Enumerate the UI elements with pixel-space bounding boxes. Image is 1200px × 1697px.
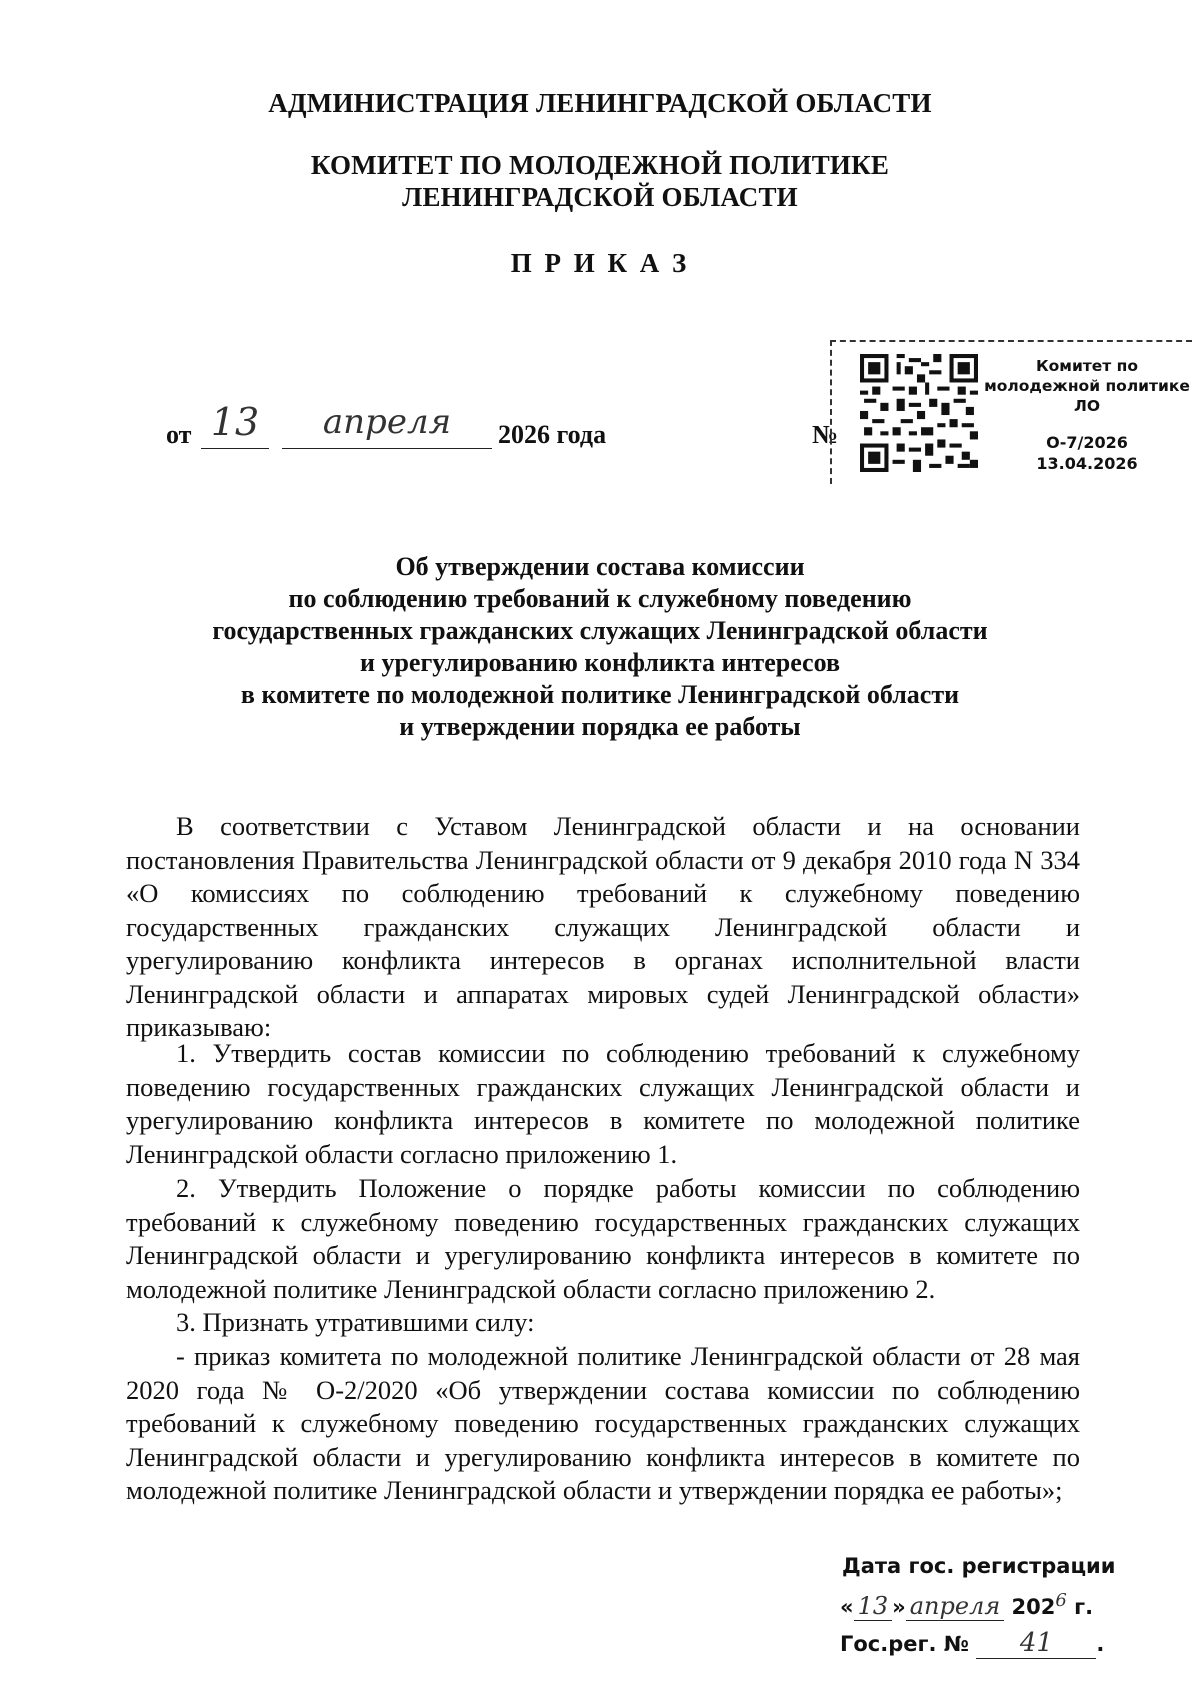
stamp-org-line2: молодежной политике	[984, 377, 1190, 395]
order-item-2: 2. Утвердить Положение о порядке работы комиссии по соблюдению требований к служебному поведению государственных гражданских служащих Ленинградской области и урегулированию конфликта интересов в комитете по молодежной политике Ленинградской области согласно приложению 2.	[126, 1173, 1080, 1304]
stamp-org-line3: ЛО	[1073, 397, 1101, 415]
reg-year-prefix: 202	[1011, 1595, 1056, 1619]
committee-name-line1: КОМИТЕТ ПО МОЛОДЕЖНОЙ ПОЛИТИКЕ	[310, 150, 890, 180]
order-item-1: 1. Утвердить состав комиссии по соблюдению требований к служебному поведению государственных гражданских служащих Ленинградской области и урегулированию конфликта интересов в комитете по молодежной политике Ленинградской области согласно приложению 1.	[126, 1038, 1080, 1169]
number-sign: №	[812, 420, 839, 449]
title-line: Об утверждении состава комиссии	[395, 552, 805, 581]
reg-year-suffix-handwritten: 6	[1055, 1590, 1067, 1611]
stamp-org-line1: Комитет по	[1035, 357, 1139, 375]
order-item-3-subitem-1: - приказ комитета по молодежной политике Ленинградской области от 28 мая 2020 года № О-2/2020 «Об утверждении состава комиссии по соблюдению требований к служебному поведению государственных гражданских служащих Ленинградской области и урегулированию конфликта интересов в комитете по молодежной политике Ленинградской области и утверждении порядка ее работы»;	[126, 1341, 1080, 1505]
reg-year-suffix-label: г.	[1074, 1595, 1094, 1619]
authority-name: АДМИНИСТРАЦИЯ ЛЕНИНГРАДСКОЙ ОБЛАСТИ	[268, 88, 932, 118]
order-item-3: 3. Признать утратившими силу:	[176, 1307, 535, 1337]
registration-date	[840, 1590, 1093, 1620]
reg-number-handwritten: 41	[976, 1628, 1096, 1659]
reg-month-handwritten: апреля	[906, 1592, 1005, 1621]
stamp-date: 13.04.2026	[1036, 454, 1138, 473]
document-type: П Р И К А З	[510, 248, 690, 278]
qr-code-icon	[860, 354, 978, 472]
reg-day-handwritten: 13	[854, 1592, 893, 1621]
date-day-handwritten: 13	[201, 400, 269, 449]
title-line: и утверждении порядка ее работы	[399, 712, 801, 741]
date-from-label: от	[166, 420, 192, 449]
reg-period: .	[1096, 1632, 1105, 1656]
committee-name-line2: ЛЕНИНГРАДСКОЙ ОБЛАСТИ	[402, 182, 798, 212]
reg-number-label: Гос.рег. №	[840, 1632, 970, 1656]
reg-close-quote: »	[892, 1595, 906, 1619]
reg-open-quote: «	[840, 1595, 854, 1619]
registration-number	[840, 1628, 1104, 1659]
title-line: по соблюдению требований к служебному поведению	[288, 584, 912, 613]
date-month-handwritten: апреля	[282, 400, 492, 449]
registration-stamp	[830, 340, 1192, 484]
title-line: в комитете по молодежной политике Ленинградской области	[240, 680, 960, 709]
title-line: и урегулированию конфликта интересов	[359, 648, 840, 677]
stamp-number: О-7/2026	[1046, 433, 1128, 452]
date-year: 2026 года	[498, 420, 607, 449]
preamble-paragraph: В соответствии с Уставом Ленинградской области и на основании постановления Правительства Ленинградской области от 9 декабря 2010 года N 334 «О комиссиях по соблюдению требований к служебному поведению государственных гражданских служащих Ленинградской области и урегулированию конфликта интересов в органах исполнительной власти Ленинградской области и аппаратах мировых судей Ленинградской области» приказываю:	[126, 811, 1080, 1042]
registration-date-label: Дата гос. регистрации	[842, 1554, 1116, 1578]
title-line: государственных гражданских служащих Ленинградской области	[212, 616, 988, 645]
